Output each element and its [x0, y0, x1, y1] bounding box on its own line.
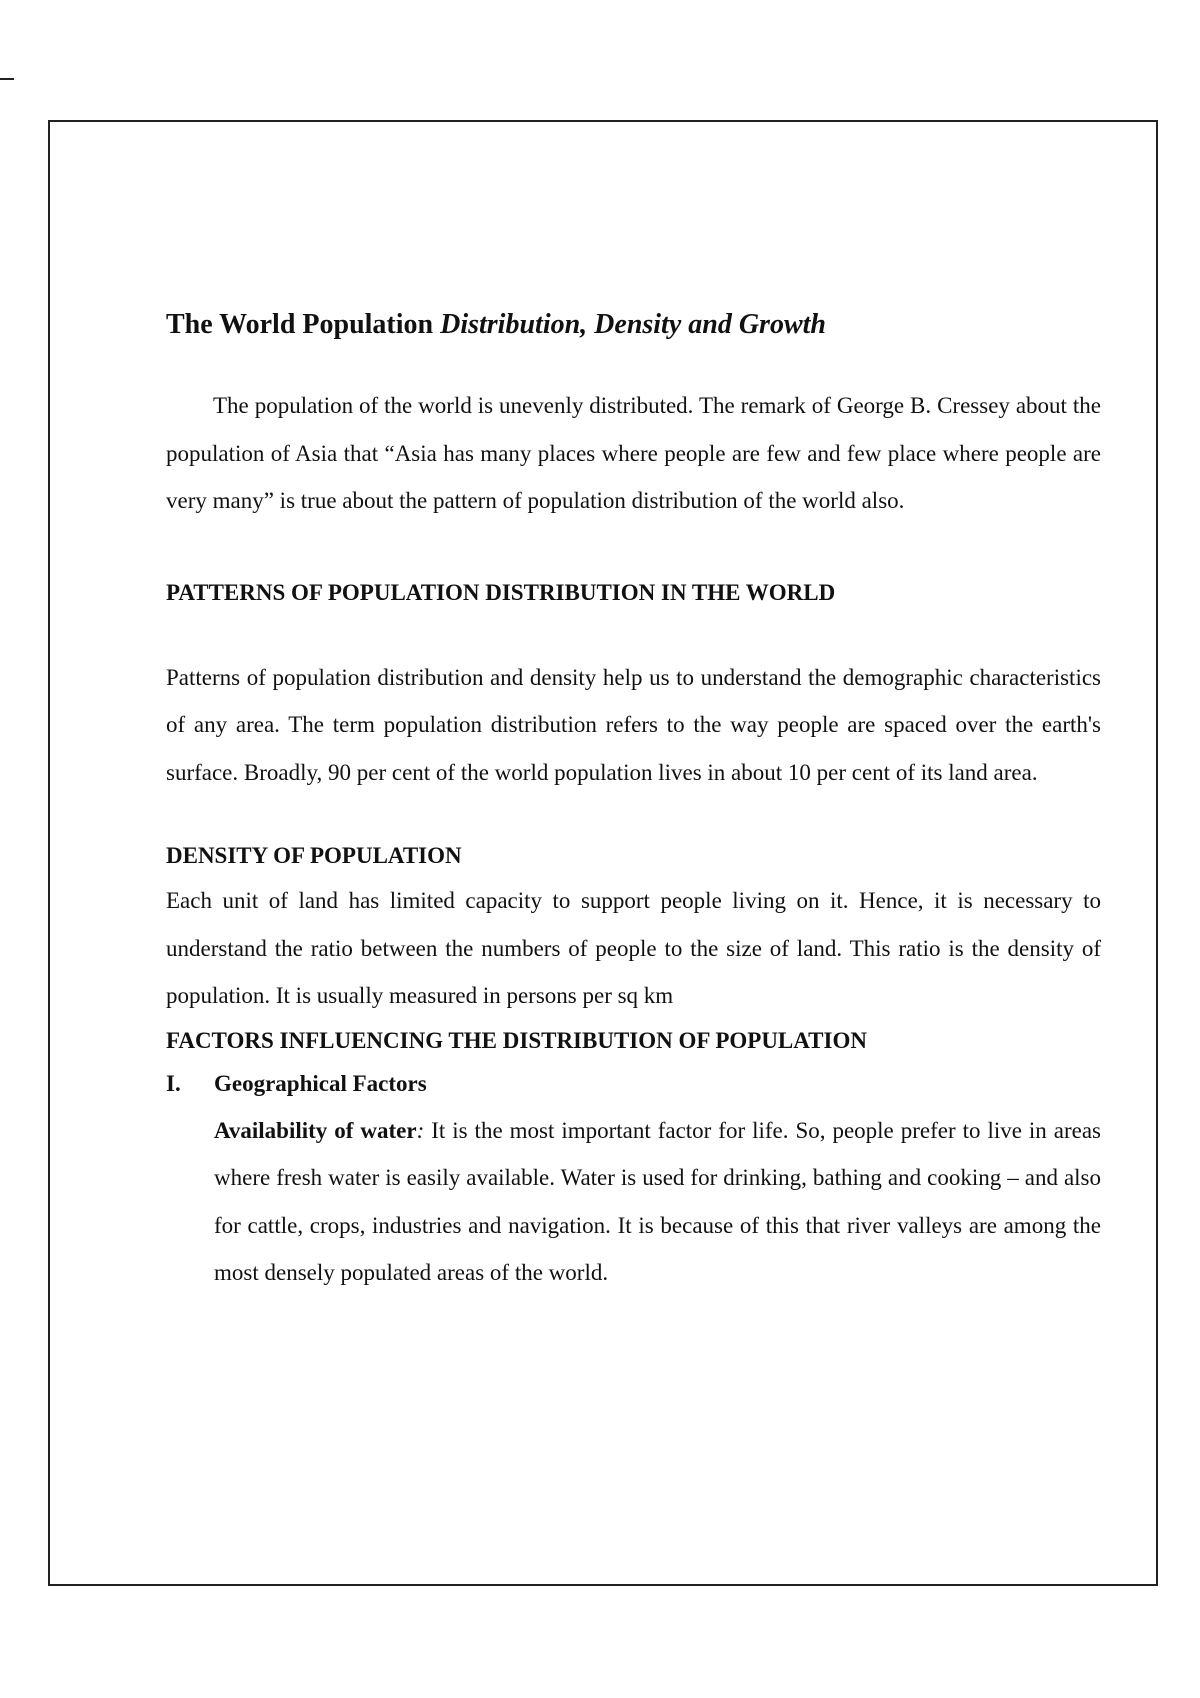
patterns-heading: PATTERNS OF POPULATION DISTRIBUTION IN THE WORLD — [166, 579, 836, 605]
crop-mark — [0, 78, 14, 80]
factor-item-geographical — [166, 1060, 1101, 1107]
patterns-paragraph: Patterns of population distribution and density help us to understand the demographic characteristics of any area. The term population distribution refers to the way people are spaced over the earth's surface. Broadly, 90 per cent of the world population lives in about 10 per cent of its land area. — [166, 664, 1101, 785]
factor-lead: Availability of water — [214, 1117, 417, 1143]
factor-paragraph — [214, 1107, 1101, 1297]
density-paragraph: Each unit of land has limited capacity to support people living on it. Hence, it is necessary to understand the ratio between the numbers of people to the size of land. This ratio is the density of population. It is usually measured in persons per sq km — [166, 888, 1101, 1008]
title-main: The World Population — [166, 309, 434, 340]
title-italic: Distribution, Density and Growth — [440, 309, 826, 340]
factors-heading: FACTORS INFLUENCING THE DISTRIBUTION OF POPULATION — [166, 1027, 867, 1053]
document-content — [166, 305, 1101, 1297]
factor-numeral: I. — [166, 1070, 181, 1096]
factor-title: Geographical Factors — [214, 1070, 427, 1096]
page-title — [166, 305, 1101, 345]
density-heading: DENSITY OF POPULATION — [166, 843, 462, 868]
factor-lead-separator: : — [416, 1117, 425, 1143]
intro-paragraph: The population of the world is unevenly distributed. The remark of George B. Cressey about the population of Asia that “Asia has many places where people are few and few place where people are very many” is true about the pattern of population distribution of the world also. — [166, 393, 1101, 513]
factor-body: It is the most important factor for life. So, people prefer to live in areas where fresh water is easily available. Water is used for drinking, bathing and cooking – and also for cattle, crops, industries and navigation. It is because of this that river valleys are among the most densely populated areas of the world. — [214, 1117, 1101, 1285]
